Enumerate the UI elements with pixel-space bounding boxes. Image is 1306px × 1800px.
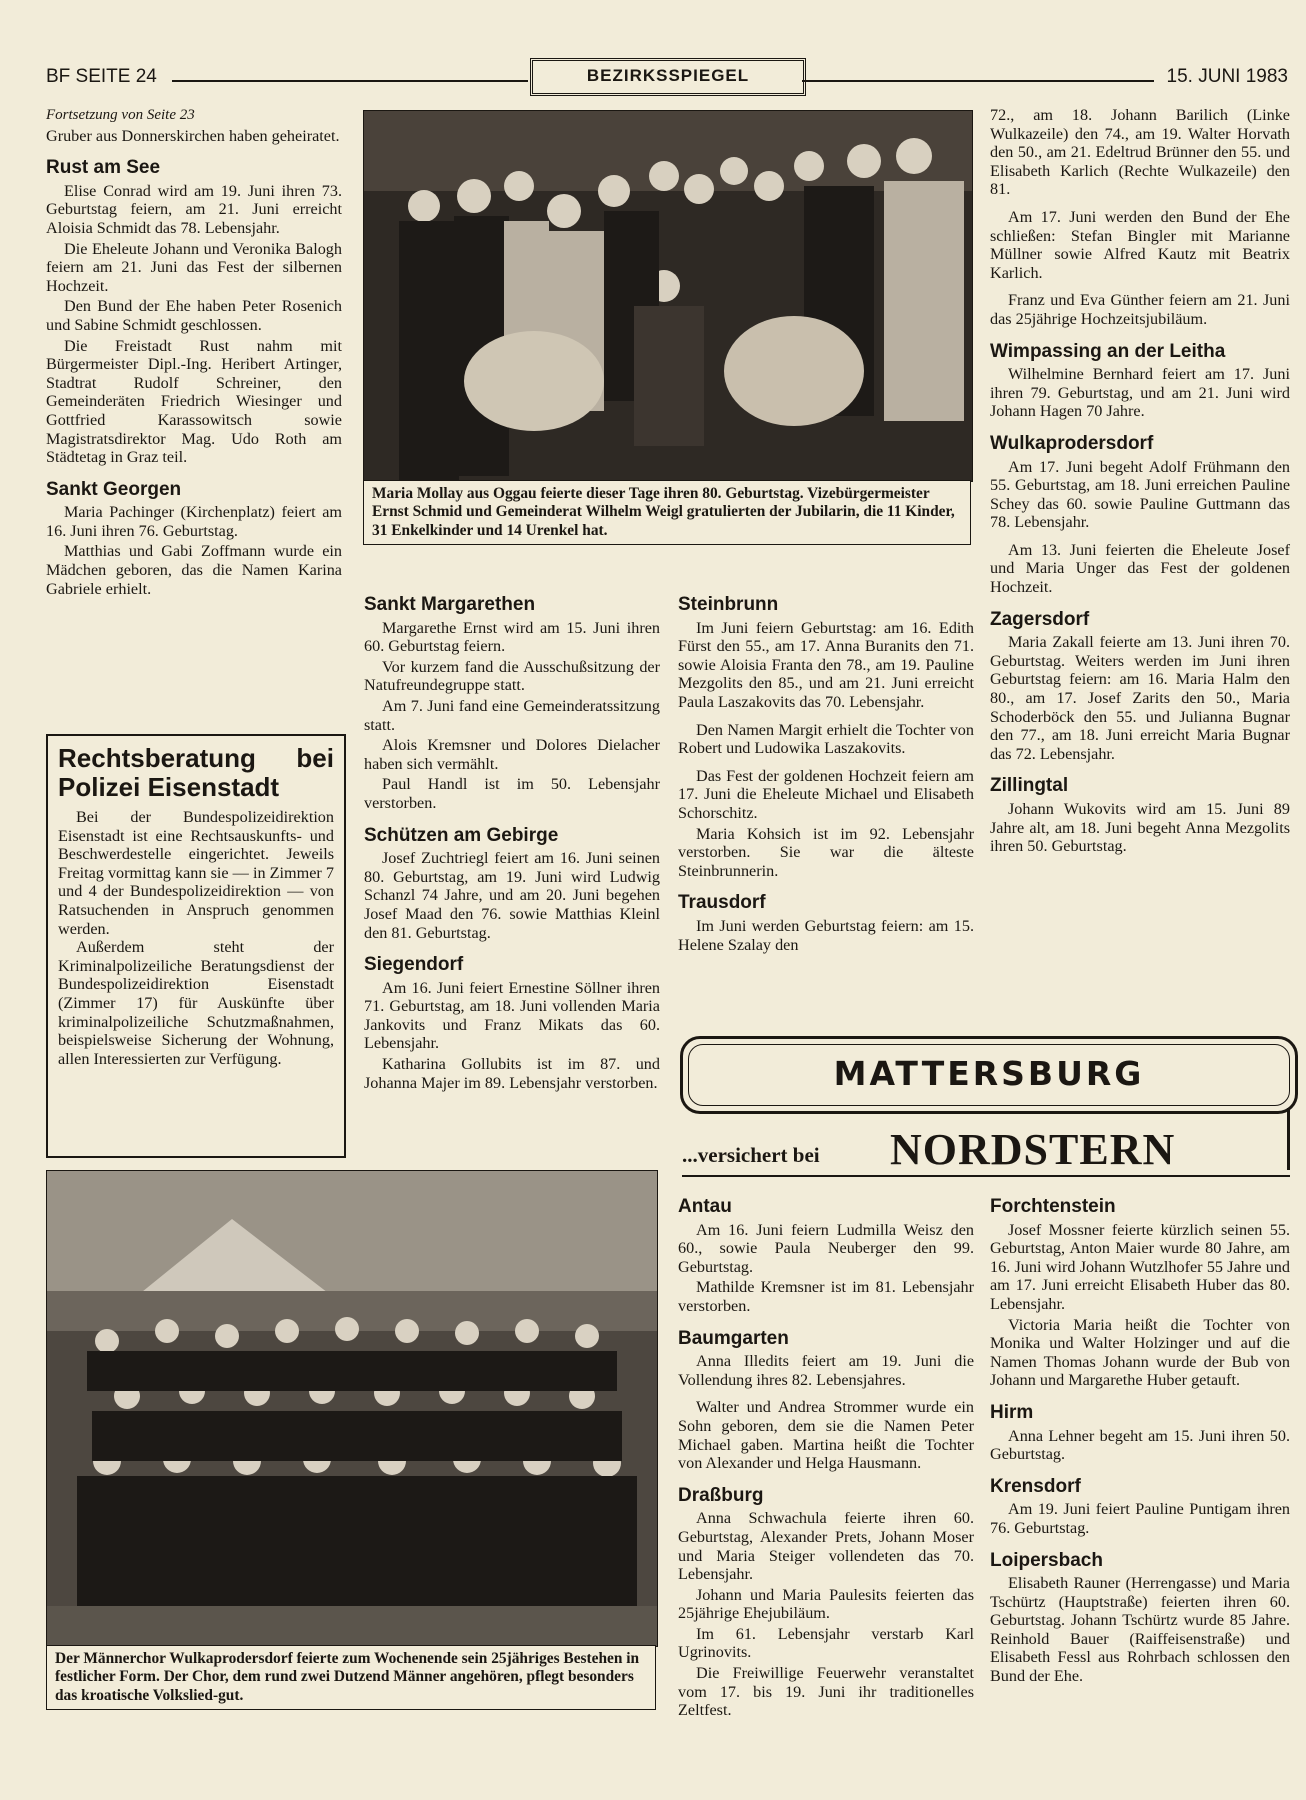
heading-baumgarten: Baumgarten xyxy=(678,1327,789,1349)
heading-zagersdorf: Zagersdorf xyxy=(990,608,1090,630)
heading-siegendorf: Siegendorf xyxy=(364,954,464,976)
column-4 xyxy=(990,106,1290,856)
article-text: Anna Schwachula feierte ihren 60. Geburtstag, Alexander Prets, Johann Moser und Maria Steiger vollendeten das 70. Lebensjahr. xyxy=(678,1509,974,1584)
box-text: Bei der Bundespolizeidirektion Eisenstadt ist eine Rechtsauskunfts- und Beschwerdestelle eingerichtet. Jeweils Freitag vormittag kann sie — in Zimmer 7 und 4 der Bundespolizeidirektion — von Ratsuchenden in Anspruch genommen werden. xyxy=(58,808,334,938)
heading-forchtenstein: Forchtenstein xyxy=(990,1196,1116,1217)
photo-caption: Maria Mollay aus Oggau feierte dieser Tage ihren 80. Geburtstag. Vizebürgermeister Ernst Schmid und Gemeinderat Wilhelm Weigl gratulierten der Jubilarin, die 11 Kinder, 31 Enkelkinder und 14 Urenkel hat. xyxy=(363,480,971,545)
article-text: Walter und Andrea Strommer wurde ein Sohn geboren, dem sie die Namen Peter Michael gaben. Martina heißt die Tochter von Alexander und Helga Hausmann. xyxy=(678,1398,974,1473)
legal-advice-box xyxy=(46,734,346,1158)
issue-date: 15. JUNI 1983 xyxy=(1166,66,1288,87)
mattersburg-banner xyxy=(680,1036,1298,1114)
birthday-photo xyxy=(363,110,973,482)
article-text: Die Freistadt Rust nahm mit Bürgermeister Dipl.-Ing. Heribert Artinger, Stadtrat Rudolf Schreiner, den Gemeinderäten Friedrich Wiesinger und Gottfried Karassowitsch sowie Magistratsdirektor Mag. Udo Roth am Städtetag in Graz teil. xyxy=(46,336,342,467)
article-text: Am 16. Juni feiern Ludmilla Weisz den 60., sowie Paula Neuberger den 99. Geburtstag. xyxy=(678,1220,974,1276)
insurer-logo: NORDSTERN xyxy=(890,1125,1176,1174)
article-text: Anna Illedits feiert am 19. Juni die Vollendung ihres 82. Lebensjahres. xyxy=(678,1352,974,1389)
article-text: Den Namen Margit erhielt die Tochter von Robert und Ludowika Laszakovits. xyxy=(678,720,974,758)
box-title: Rechtsberatung bei Polizei Eisenstadt xyxy=(58,743,334,802)
article-text: Elisabeth Rauner (Herrengasse) und Maria Tschürtz (Hauptstraße) feierten ihren 60. Geburtstag. Johann Tschürtz wurde 85 Jahre. Reinhold Bauer (Raiffeisenstraße) und Elisabeth Fessl aus Rohrbach schlossen den Bund der Ehe. xyxy=(990,1574,1290,1686)
heading-schuetzen: Schützen am Gebirge xyxy=(364,824,559,846)
heading-hirm: Hirm xyxy=(990,1401,1034,1423)
heading-wulkaprodersdorf: Wulkaprodersdorf xyxy=(990,432,1154,454)
article-text: Anna Lehner begeht am 15. Juni ihren 50. Geburtstag. xyxy=(990,1426,1290,1464)
article-text: Am 17. Juni begeht Adolf Frühmann den 55. Geburtstag, am 18. Juni erreichen Pauline Schey das 60. sowie Pauline Guttmann das 78. Lebensjahr. xyxy=(990,457,1290,532)
header-rule-right xyxy=(802,80,1154,82)
column-3 xyxy=(678,592,974,954)
choir-photo xyxy=(46,1170,658,1647)
heading-wimpassing: Wimpassing an der Leitha xyxy=(990,340,1226,362)
banner-rule xyxy=(1287,1108,1290,1170)
article-text: Matthias und Gabi Zoffmann wurde ein Mädchen geboren, das die Namen Karina Gabriele erhielt. xyxy=(46,542,342,598)
heading-krensdorf: Krensdorf xyxy=(990,1475,1081,1497)
continuation-note: Fortsetzung von Seite 23 xyxy=(46,107,195,123)
banner-title: MATTERSBURG xyxy=(688,1044,1290,1106)
article-text: Paul Handl ist im 50. Lebensjahr verstorben. xyxy=(364,775,660,812)
article-text: Am 17. Juni werden den Bund der Ehe schließen: Stefan Bingler mit Marianne Müllner sowie Alfred Kautz mit Beatrix Karlich. xyxy=(990,207,1290,282)
column-2 xyxy=(364,592,660,1092)
article-text: Katharina Gollubits ist im 87. und Johanna Majer im 89. Lebensjahr verstorben. xyxy=(364,1055,660,1092)
heading-steinbrunn: Steinbrunn xyxy=(678,594,779,615)
heading-sankt-margarethen: Sankt Margarethen xyxy=(364,594,536,615)
article-text: Den Bund der Ehe haben Peter Rosenich und Sabine Schmidt geschlossen. xyxy=(46,297,342,334)
heading-loipersbach: Loipersbach xyxy=(990,1549,1103,1571)
insurer-text: ...versichert bei xyxy=(682,1143,820,1167)
box-text: Außerdem steht der Kriminalpolizeiliche Beratungsdienst der Bundespolizeidirektion Eisenstadt (Zimmer 17) für Auskünfte über kriminalpolizeiliche Schutzmaßnahmen, beispielsweise Sicherung der Wohnung, allen Interessierten zur Verfügung. xyxy=(58,938,334,1068)
column-6 xyxy=(990,1194,1290,1686)
article-text: Am 13. Juni feierten die Eheleute Josef und Maria Unger das Fest der goldenen Hochzeit. xyxy=(990,540,1290,597)
column-1 xyxy=(46,106,342,598)
article-text: Maria Kohsich ist im 92. Lebensjahr verstorben. Sie war die älteste Steinbrunnerin. xyxy=(678,824,974,880)
page-number: BF SEITE 24 xyxy=(46,66,157,87)
article-text: Die Freiwillige Feuerwehr veranstaltet vom 17. bis 19. Juni ihr traditionelles Zeltfest. xyxy=(678,1664,974,1720)
article-text: Im Juni werden Geburtstag feiern: am 15. Helene Szalay den xyxy=(678,916,974,954)
heading-drassburg: Draßburg xyxy=(678,1484,764,1506)
article-text: Mathilde Kremsner ist im 81. Lebensjahr verstorben. xyxy=(678,1278,974,1315)
article-text: Am 7. Juni fand eine Gemeinderatssitzung statt. xyxy=(364,696,660,734)
article-text: Am 16. Juni feiert Ernestine Söllner ihren 71. Geburtstag, am 18. Juni vollenden Maria Jankovits und Franz Mikats das 60. Lebensjahr. xyxy=(364,978,660,1053)
article-text: Elise Conrad wird am 19. Juni ihren 73. Geburtstag feiern, am 21. Juni erreicht Aloisia Schmidt das 78. Lebensjahr. xyxy=(46,181,342,237)
header-rule-left xyxy=(172,80,528,82)
birthday-photo-image xyxy=(364,111,972,481)
article-text: Alois Kremsner und Dolores Dielacher haben sich vermählt. xyxy=(364,736,660,773)
article-text: Die Eheleute Johann und Veronika Balogh feiern am 21. Juni das Fest der silbernen Hochzeit. xyxy=(46,239,342,295)
article-text: Johann und Maria Paulesits feierten das 25jährige Ehejubiläum. xyxy=(678,1585,974,1623)
choir-photo-image xyxy=(47,1171,657,1646)
heading-sankt-georgen: Sankt Georgen xyxy=(46,478,182,500)
article-text: Franz und Eva Günther feiern am 21. Juni das 25jährige Hochzeitsjubiläum. xyxy=(990,291,1290,328)
heading-antau: Antau xyxy=(678,1196,732,1217)
photo-caption: Der Männerchor Wulkaprodersdorf feierte zum Wochenende sein 25jähriges Bestehen in festlicher Form. Der Chor, dem rund zwei Dutzend Männer angehören, pflegt besonders das kroatische Volkslied-gut. xyxy=(46,1645,656,1710)
heading-rust: Rust am See xyxy=(46,157,161,179)
article-text: Gruber aus Donnerskirchen haben geheiratet. xyxy=(46,126,340,145)
article-text: 72., am 18. Johann Barilich (Linke Wulkazeile) den 74., am 19. Walter Horvath den 50., am 21. Edeltrud Brünner den 55. und Elisabeth Karlich (Rechte Wulkazeile) den 81. xyxy=(990,106,1290,199)
article-text: Im 61. Lebensjahr verstarb Karl Ugrinovits. xyxy=(678,1624,974,1662)
section-title: BEZIRKSSPIEGEL xyxy=(530,58,806,96)
article-text: Wilhelmine Bernhard feiert am 17. Juni ihren 79. Geburtstag, und am 21. Juni wird Johann Hagen 70 Jahre. xyxy=(990,365,1290,421)
article-text: Maria Pachinger (Kirchenplatz) feiert am 16. Juni ihren 76. Geburtstag. xyxy=(46,503,342,540)
article-text: Victoria Maria heißt die Tochter von Monika und Walter Holzinger und auf die Namen Thomas Johann wurde der Bub von Johann und Margarethe Huber getauft. xyxy=(990,1315,1290,1390)
article-text: Vor kurzem fand die Ausschußsitzung der Natufreundegruppe statt. xyxy=(364,657,660,695)
article-text: Am 19. Juni feiert Pauline Puntigam ihren 76. Geburtstag. xyxy=(990,1500,1290,1537)
article-text: Maria Zakall feierte am 13. Juni ihren 70. Geburtstag. Weiters werden im Juni ihren Geburtstag feiern: am 16. Maria Halm den 80., am 17. Josef Zarits den 50., Maria Schoderböck den 55. und Julianna Bugnar den 77., am 18. Juni erreicht Maria Bugnar das 72. Lebensjahr. xyxy=(990,633,1290,763)
banner-underline xyxy=(682,1175,1290,1177)
article-text: Das Fest der goldenen Hochzeit feiern am 17. Juni die Eheleute Michael und Elisabeth Schorschitz. xyxy=(678,766,974,822)
article-text: Johann Wukovits wird am 15. Juni 89 Jahre alt, am 18. Juni begeht Anna Mezgolits ihren 50. Geburtstag. xyxy=(990,800,1290,856)
heading-trausdorf: Trausdorf xyxy=(678,892,766,914)
article-text: Im Juni feiern Geburtstag: am 16. Edith Fürst den 55., am 17. Anna Buranits den 71. sowie Aloisia Franta den 78., am 19. Pauline Mezgolits den 85., und am 21. Juni erreicht Paula Laszakovits das 70. Lebensjahr. xyxy=(678,618,974,711)
article-text: Josef Mossner feierte kürzlich seinen 55. Geburtstag, Anton Maier wurde 80 Jahre, am 16. Juni wird Johann Wutzlhofer 55 Jahre und am 17. Juni erreicht Elisabeth Huber das 80. Lebensjahr. xyxy=(990,1220,1290,1313)
article-text: Josef Zuchtriegl feiert am 16. Juni seinen 80. Geburtstag, am 19. Juni wird Ludwig Schanzl 74 Jahre, und am 20. Juni begehen Josef Maad den 76. sowie Matthias Kleinl den 81. Geburtstag. xyxy=(364,849,660,942)
column-5 xyxy=(678,1194,974,1720)
article-text: Margarethe Ernst wird am 15. Juni ihren 60. Geburtstag feiern. xyxy=(364,618,660,656)
heading-zillingtal: Zillingtal xyxy=(990,775,1069,797)
